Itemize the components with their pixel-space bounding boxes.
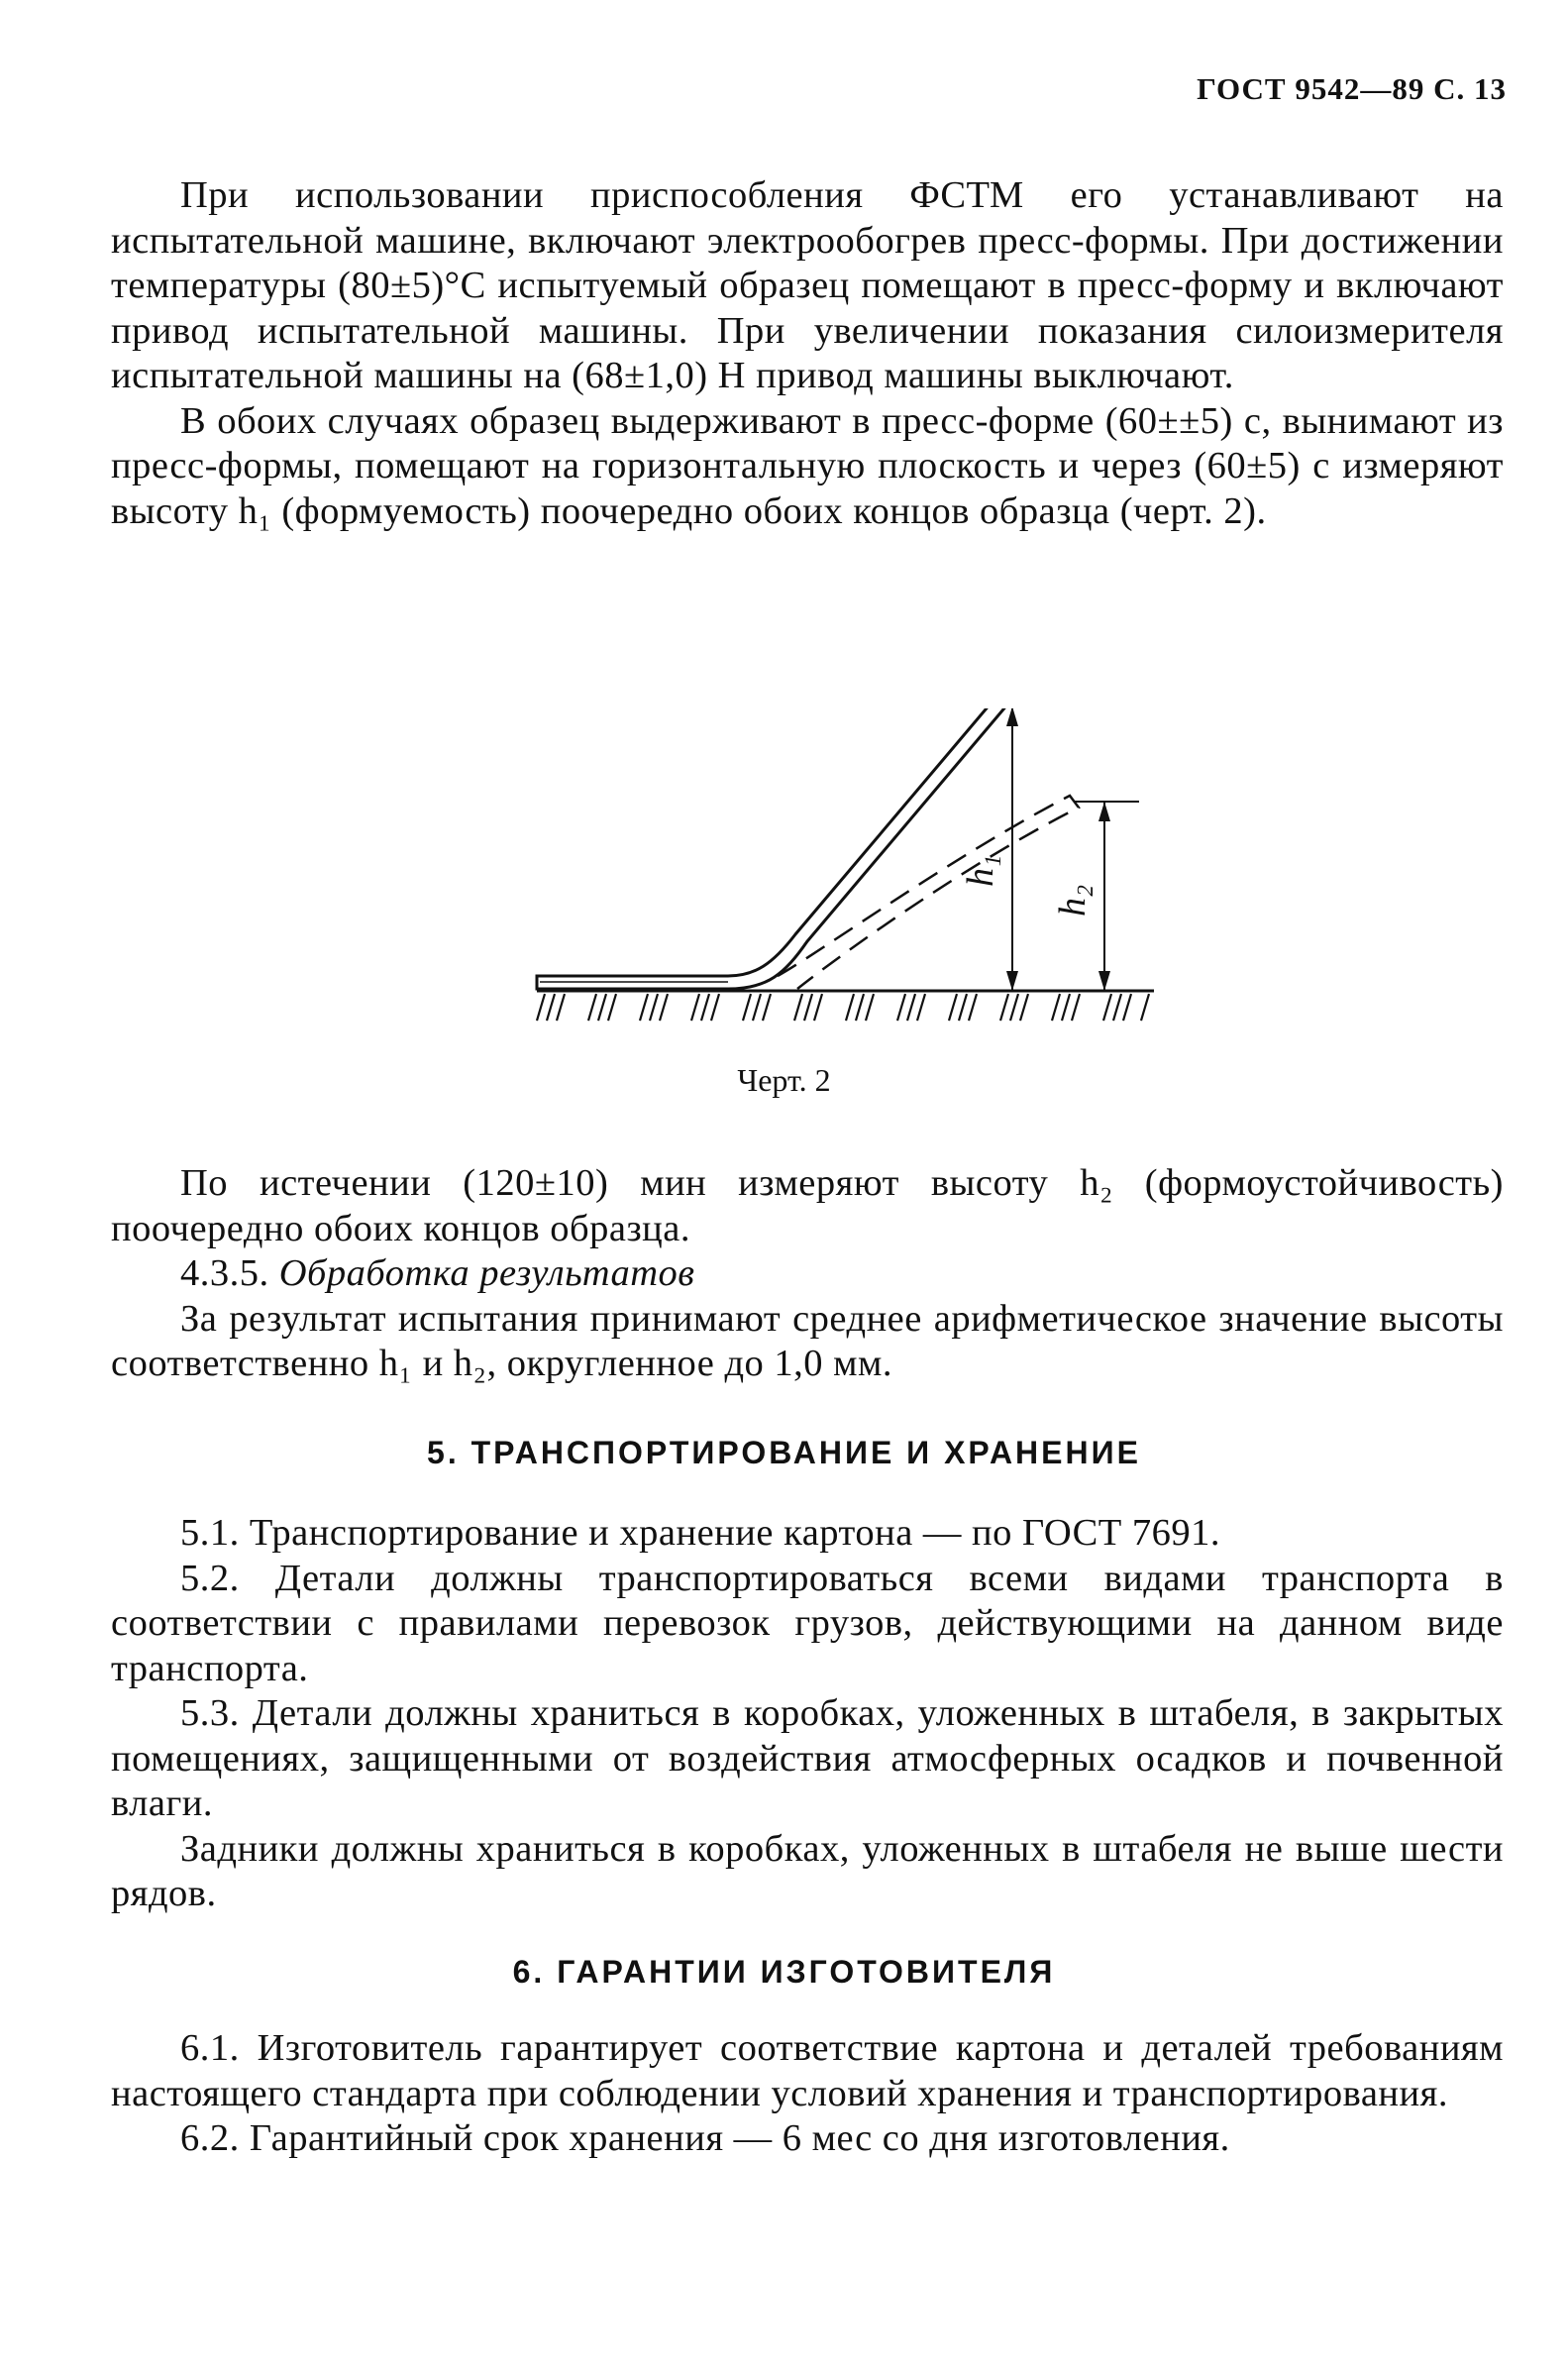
drawing-figure [535,708,1169,1045]
label-h1: h₁ [960,854,1001,887]
paragraph: По истечении (120±10) мин измеряют высоту h₂ (формоустойчивость) поочередно обоих концов образца. [111,1162,1504,1249]
subsection-title: Обработка результатов [278,1252,695,1294]
sample-solid [537,708,1008,989]
subsection-number: 4.3.5. [180,1252,269,1294]
paragraph: За результат испытания принимают среднее арифметическое значение высоты соответственно h₁ и h₂, округленное до 1,0 мм. [111,1297,1504,1384]
text-block-mid [111,1161,1504,1387]
clause: 5.2. Детали должны транспортироваться всеми видами транспорта в соответствии с правилами перевозок грузов, действующими на данном виде транспорта. [111,1557,1504,1689]
figure-caption: Черт. 2 [737,1062,831,1098]
page-header: ГОСТ 9542—89 С. 13 [1197,71,1507,106]
section-6-body [111,2026,1504,2162]
section-5-body [111,1511,1504,1917]
section-title-6: 6. ГАРАНТИИ ИЗГОТОВИТЕЛЯ [512,1954,1056,1990]
clause: Задники должны храниться в коробках, уложенных в штабеля не выше шести рядов. [111,1827,1504,1914]
paragraph: При использовании приспособления ФСТМ его устанавливают на испытательной машине, включают электрообогрев пресс-формы. При достижении температуры (80±5)°С испытуемый образец помещают в пресс-форму и включают привод испытательной машины. При увеличении показания силоизмерителя испытательной машины на (68±1,0) Н привод машины выключают. [111,174,1504,396]
clause: 5.1. Транспортирование и хранение картона — по ГОСТ 7691. [180,1512,1221,1554]
clause: 6.1. Изготовитель гарантирует соответствие картона и деталей требованиям настоящего стандарта при соблюдении условий хранения и транспортирования. [111,2027,1504,2114]
section-title-5: 5. ТРАНСПОРТИРОВАНИЕ И ХРАНЕНИЕ [427,1435,1141,1470]
label-h2: h₂ [1052,884,1094,917]
clause: 6.2. Гарантийный срок хранения — 6 мес со дня изготовления. [180,2117,1230,2159]
ground-hatching [537,994,1149,1021]
sample-dashed [778,796,1079,989]
subsection-heading [111,1251,1504,1297]
paragraph: В обоих случаях образец выдерживают в пресс-форме (60±±5) с, вынимают из пресс-формы, помещают на горизонтальную плоскость и через (60±5) с измеряют высоту h₁ (формуемость) поочередно обоих концов образца (черт. 2). [111,399,1504,532]
text-block-top [111,173,1504,534]
clause: 5.3. Детали должны храниться в коробках, уложенных в штабеля, в закрытых помещениях, защищенными от воздействия атмосферных осадков и почвенной влаги. [111,1692,1504,1824]
